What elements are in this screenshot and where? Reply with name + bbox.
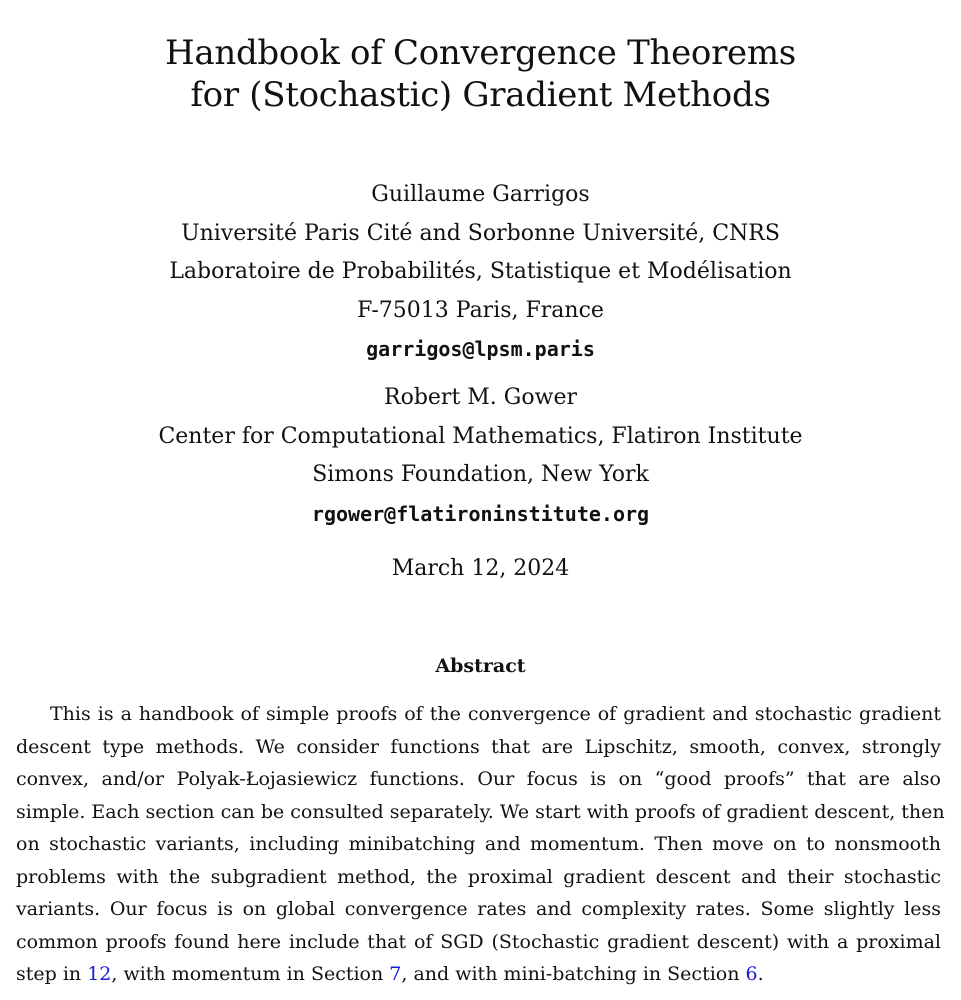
abstract-text: step in (16, 963, 88, 985)
abstract-heading: Abstract (435, 655, 526, 677)
section-ref-link[interactable]: 12 (87, 963, 112, 985)
abstract-line: on stochastic variants, including minibatching and momentum. Then move on to nonsmooth (16, 833, 941, 855)
title-line-2: for (Stochastic) Gradient Methods (190, 75, 771, 115)
author-block-garrigos (0, 176, 961, 369)
section-ref-link[interactable]: 6 (745, 963, 758, 985)
abstract-line: common proofs found here include that of SGD (Stochastic gradient descent) with a proximal (16, 930, 941, 953)
abstract-text: , and with mini-batching in Section (401, 963, 746, 985)
abstract-text: . (757, 963, 764, 985)
author-affiliation: Center for Computational Mathematics, Flatiron Institute (158, 423, 803, 449)
abstract-line: problems with the subgradient method, the proximal gradient descent and their stochastic (16, 865, 941, 888)
abstract-line: This is a handbook of simple proofs of the convergence of gradient and stochastic gradient (50, 703, 941, 725)
title-line-1: Handbook of Convergence Theorems (165, 33, 796, 73)
abstract-body (16, 698, 945, 991)
author-affiliation: Simons Foundation, New York (312, 462, 649, 487)
author-address: F-75013 Paris, France (357, 297, 604, 323)
abstract-line: descent type methods. We consider functions that are Lipschitz, smooth, convex, strongly (16, 735, 941, 758)
abstract-text: , with momentum in Section (111, 963, 390, 985)
abstract-last-line (16, 958, 941, 991)
abstract-line: variants. Our focus is on global convergence rates and complexity rates. Some slightly less (16, 898, 941, 920)
author-email[interactable]: garrigos@lpsm.paris (366, 337, 595, 361)
abstract-line: convex, and/or Polyak-Łojasiewicz functions. Our focus is on “good proofs” that are also (16, 768, 941, 790)
author-affiliation: Université Paris Cité and Sorbonne Université, CNRS (181, 220, 780, 246)
paper-title (0, 32, 961, 116)
abstract-line: simple. Each section can be consulted separately. We start with proofs of gradient descent, then (16, 800, 945, 823)
author-name: Guillaume Garrigos (371, 182, 590, 207)
section-ref-link[interactable]: 7 (389, 963, 402, 985)
paper-date: March 12, 2024 (391, 556, 570, 581)
author-name: Robert M. Gower (384, 385, 577, 410)
author-affiliation: Laboratoire de Probabilités, Statistique et Modélisation (169, 259, 792, 284)
author-email[interactable]: rgower@flatironinstitute.org (311, 501, 650, 526)
author-block-gower (0, 379, 961, 533)
